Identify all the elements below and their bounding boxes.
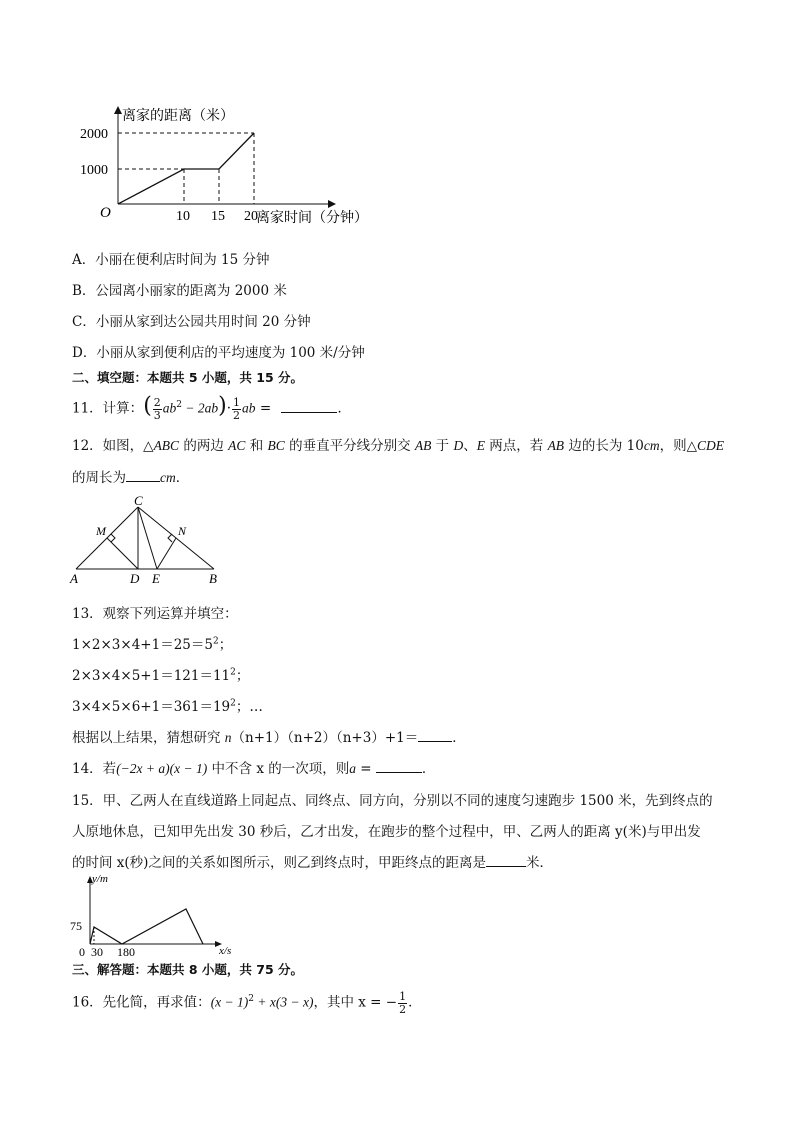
distance-time-graph (60, 100, 400, 230)
svg-text:N: N (178, 524, 187, 538)
question-15-line3: 的时间 x(秒)之间的关系如图所示，则乙到终点时，甲距终点的距离是 米． (72, 851, 553, 871)
svg-text:0: 0 (79, 945, 85, 959)
q13-line3: $3\times 4\times 5\times 6+1=361=19^2$；… (72, 698, 263, 715)
question-13-title: 13．观察下列运算并填空： (72, 606, 238, 622)
y-tick-2000: 2000 (80, 127, 108, 142)
question-15-line2: 人原地休息，已知甲先出发 30 秒后，乙才出发，在跑步的整个过程中，甲、乙两人的距离 y(米)与甲出发 (72, 824, 701, 840)
question-12: 12．如图，△ABC 的两边 AC 和 BC 的垂直平分线分别交 AB 于 D、E 两点，若 AB 边的长为 10cm，则△CDE (72, 438, 724, 454)
x-tick-20: 20 (244, 209, 258, 224)
svg-text:y/m: y/m (92, 873, 108, 885)
section-3-heading: 三、解答题：本题共 8 小题，共 75 分。 (72, 962, 304, 977)
answer-blank-11[interactable] (281, 398, 337, 413)
section-2-heading: 二、填空题：本题共 5 小题，共 15 分。 (72, 370, 304, 385)
svg-text:D: D (130, 571, 140, 586)
option-b: B．公园离小丽家的距离为 2000 米 (72, 283, 287, 299)
question-16: 16．先化简，再求值：$(x - 1)^2 + x(3 - x)$，其中 x = − $\frac{1}{2}$ ． (72, 989, 422, 1016)
q13-line1: $1\times 2\times 3\times 4+1=25=5^2$； (72, 636, 233, 653)
option-a: A．小丽在便利店时间为 15 分钟 (72, 252, 270, 268)
answer-blank-14[interactable] (376, 758, 422, 773)
distance-difference-graph (62, 872, 242, 962)
q13-line2: $2\times 3\times 4\times 5+1=121=11^2$； (72, 667, 250, 684)
y-axis-label: 离家的距离（米） (122, 109, 234, 124)
q13-ask: 根据以上结果，猜想研究 n（n+1）（n+2）（n+3）+1＝ ． (72, 726, 466, 746)
svg-text:M: M (96, 524, 106, 538)
svg-text:180: 180 (117, 945, 135, 959)
x-tick-15: 15 (211, 209, 225, 224)
svg-text:C: C (134, 495, 143, 508)
svg-text:30: 30 (91, 945, 103, 959)
svg-text:E: E (152, 571, 160, 586)
distance-polyline (90, 909, 203, 944)
option-d: D．小丽从家到便利店的平均速度为 100 米/分钟 (72, 345, 365, 361)
answer-blank-13[interactable] (418, 727, 452, 742)
question-12-line2: 的周长为 cm． (72, 466, 189, 486)
distance-line (118, 133, 254, 204)
answer-blank-15[interactable] (486, 852, 526, 867)
y-tick-1000: 1000 (80, 163, 108, 178)
svg-text:A: A (70, 571, 78, 586)
svg-text:B: B (209, 571, 217, 586)
svg-text:75: 75 (70, 919, 82, 933)
option-c: C．小丽从家到达公园共用时间 20 分钟 (72, 314, 311, 330)
origin-label: O (100, 205, 111, 221)
answer-blank-12[interactable] (126, 467, 160, 482)
triangle-figure (66, 495, 226, 587)
x-tick-10: 10 (176, 209, 190, 224)
x-axis-label: 离家时间（分钟） (256, 211, 368, 226)
question-15-line1: 15．甲、乙两人在直线道路上同起点、同终点、同方向，分别以不同的速度匀速跑步 1500 米，先到终点的 (72, 793, 713, 809)
question-11: 11．计算：( $\frac{2}{3}$ $ab^2 - 2ab)\cdot$ $\frac{1}{2}$ ab = ． (72, 393, 351, 422)
svg-text:x/s: x/s (219, 945, 232, 957)
question-14: 14．若(−2x + a)(x − 1) 中不含 x 的一次项，则a = ． (72, 757, 435, 777)
